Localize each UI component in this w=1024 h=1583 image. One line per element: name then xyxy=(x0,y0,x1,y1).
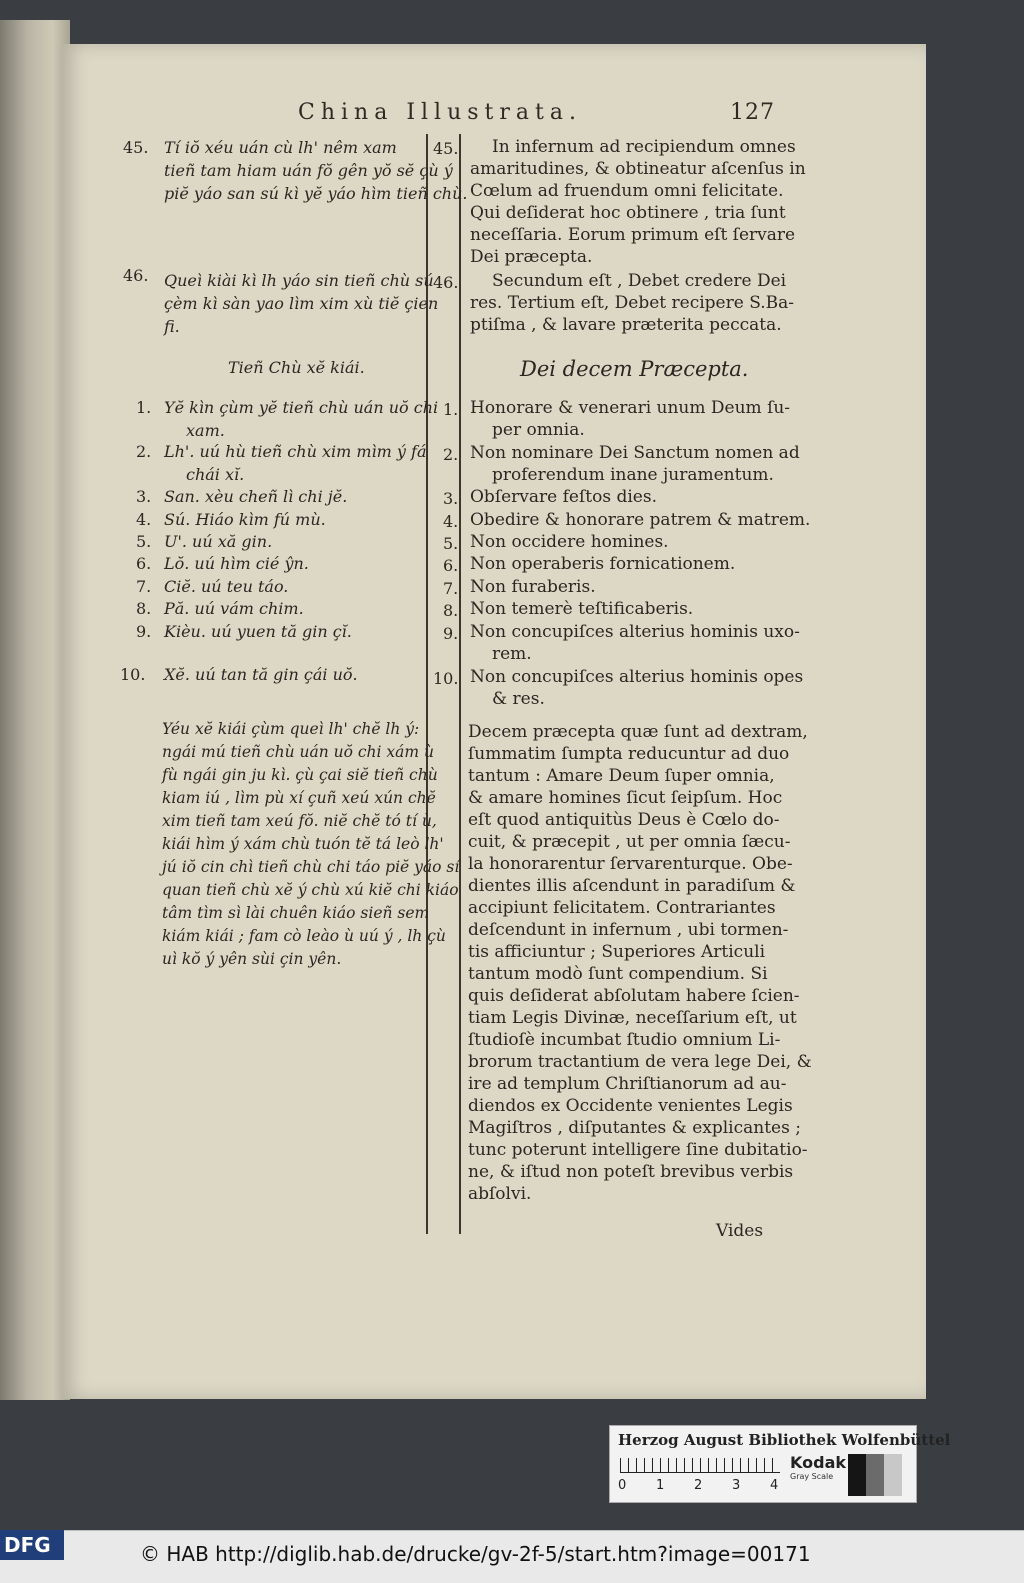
text-line: ngái mú tieñ chù uán uŏ chi xám ù xyxy=(162,743,434,761)
commandment-number: 8. xyxy=(136,599,152,618)
text-line: abſolvi. xyxy=(468,1184,532,1204)
text-line: Secundum eſt , Debet credere Dei xyxy=(492,271,787,291)
text-line: San. xèu cheñ lì chi jĕ. xyxy=(164,487,348,506)
text-line: tantum modò ſunt compendium. Si xyxy=(468,964,768,984)
scale-tick: 4 xyxy=(770,1478,779,1493)
catchword: Vides xyxy=(716,1221,764,1241)
running-header xyxy=(298,100,775,125)
text-line: Non operaberis fornicationem. xyxy=(470,554,736,574)
text-line: uì kŏ ý yên sùi çin yên. xyxy=(162,950,342,968)
commandment-number: 10. xyxy=(120,665,146,684)
text-line: & res. xyxy=(492,689,545,709)
commandment-text xyxy=(164,575,288,598)
text-line: Ciĕ. uú teu táo. xyxy=(164,577,289,596)
text-line: chái xĭ. xyxy=(186,465,245,484)
text-line: rem. xyxy=(492,644,532,664)
text-line: Lh'. uú hù tieñ chù xim mìm ý fá xyxy=(164,442,427,461)
text-line: la honorarentur ſervarenturque. Obe- xyxy=(468,854,793,874)
commandment-number: 4. xyxy=(443,512,459,531)
right-entry-text xyxy=(470,136,806,268)
commandment-number: 2. xyxy=(443,445,459,464)
text-line: cuit, & præcepit , ut per omnia ſæcu- xyxy=(468,832,791,852)
text-line: Pă. uú vám chim. xyxy=(164,599,304,618)
text-line: amaritudines, & obtineatur aſcenſus in xyxy=(470,159,806,179)
scale-tick: 3 xyxy=(732,1478,741,1493)
text-line: kiái hìm ý xám chù tuón tĕ tá leò lh' xyxy=(162,835,444,853)
right-subhead: Dei decem Præcepta. xyxy=(520,357,749,381)
commandment-number: 3. xyxy=(136,487,152,506)
commandment-number: 10. xyxy=(433,669,459,688)
text-line: kiam iú , lìm pù xí çuñ xeú xún chĕ xyxy=(162,789,436,807)
page-number: 127 xyxy=(730,100,775,125)
text-line: Yĕ kìn çùm yĕ tieñ chù uán uŏ chi xyxy=(164,398,439,417)
text-line: proferendum inane juramentum. xyxy=(492,465,774,485)
text-line: fù ngái gin ju kì. çù çai siĕ tieñ chù xyxy=(162,766,438,784)
text-line: brorum tractantium de vera lege Dei, & xyxy=(468,1052,812,1072)
commandment-number: 5. xyxy=(136,532,152,551)
commandment-number: 1. xyxy=(136,398,152,417)
commandment-text xyxy=(164,620,352,643)
commandment-text xyxy=(164,597,304,620)
text-line: quis deſiderat abſolutam habere ſcien- xyxy=(468,986,800,1006)
text-line: xam. xyxy=(186,421,225,440)
copyright-caption: © HAB http://diglib.hab.de/drucke/gv-2f-5/start.htm?image=00171 xyxy=(140,1542,811,1566)
text-line: Non temerè teſtificaberis. xyxy=(470,599,694,619)
text-line: ptiſma , & lavare præterita peccata. xyxy=(470,315,782,335)
commandment-text xyxy=(470,397,790,441)
commandment-number: 6. xyxy=(443,556,459,575)
text-line: Magiſtros , diſputantes & explicantes ; xyxy=(468,1118,801,1138)
color-reference-card xyxy=(609,1425,951,1503)
text-line: tiam Legis Divinæ, neceſſarium eſt, ut xyxy=(468,1008,797,1028)
book-spine xyxy=(0,20,70,1400)
scale-tick: 2 xyxy=(694,1478,703,1493)
commandment-text xyxy=(470,553,735,575)
text-line: Dei præcepta. xyxy=(470,247,593,267)
column-rule-right xyxy=(459,134,461,1234)
left-entry-text xyxy=(164,136,467,205)
text-line: res. Tertium eſt, Debet recipere S.Ba- xyxy=(470,293,795,313)
commandment-text xyxy=(470,486,657,508)
text-line: tâm tìm sì lài chuên kiáo sieñ sem xyxy=(162,904,430,922)
commandment-number: 7. xyxy=(443,579,459,598)
text-line: eſt quod antiquitùs Deus è Cœlo do- xyxy=(468,810,780,830)
text-line: ire ad templum Chriſtianorum ad au- xyxy=(468,1074,787,1094)
text-line: Honorare & venerari unum Deum ſu- xyxy=(470,398,791,418)
commandment-text xyxy=(470,666,803,710)
commandment-text xyxy=(164,663,358,686)
text-line: Non concupiſces alterius hominis opes xyxy=(470,667,804,687)
text-line: Non furaberis. xyxy=(470,577,596,597)
text-line: tis afficiuntur ; Superiores Articuli xyxy=(468,942,766,962)
commandment-text xyxy=(164,396,438,442)
commandment-text xyxy=(470,576,596,598)
gray-patch-light xyxy=(884,1454,902,1496)
text-line: quan tieñ chù xĕ ý chù xú kiĕ chi kiáo xyxy=(162,881,459,899)
commandment-number: 7. xyxy=(136,577,152,596)
text-line: U'. uú xă gin. xyxy=(164,532,273,551)
text-line: fi. xyxy=(164,317,180,336)
text-line: xim tieñ tam xeú fŏ. niĕ chĕ tó tí ù, xyxy=(162,812,437,830)
commandment-text xyxy=(470,531,669,553)
commandment-text xyxy=(470,442,800,486)
left-paragraph xyxy=(162,718,459,971)
gray-patch-dark xyxy=(866,1454,884,1496)
left-subhead: Tieñ Chù xĕ kiái. xyxy=(228,358,365,377)
text-line: & amare homines ſicut ſeipſum. Hoc xyxy=(468,788,783,808)
right-entry-number: 46. xyxy=(433,273,459,292)
right-paragraph xyxy=(468,721,812,1205)
kodak-label: Kodak xyxy=(790,1453,846,1472)
text-line: piĕ yáo san sú kì yĕ yáo hìm tieñ chù. xyxy=(164,184,468,203)
text-line: ſtudioſè incumbat ſtudio omnium Li- xyxy=(468,1030,781,1050)
text-line: Cœlum ad fruendum omni felicitate. xyxy=(470,181,784,201)
commandment-number: 3. xyxy=(443,489,459,508)
text-line: Decem præcepta quæ ſunt ad dextram, xyxy=(468,722,808,742)
commandment-text xyxy=(470,509,810,531)
commandment-number: 2. xyxy=(136,442,152,461)
text-line: deſcendunt in infernum , ubi tormen- xyxy=(468,920,789,940)
commandment-text xyxy=(164,530,272,553)
text-line: Qui deſiderat hoc obtinere , tria ſunt xyxy=(470,203,786,223)
text-line: diendos ex Occidente venientes Legis xyxy=(468,1096,793,1116)
text-line: kiám kiái ; fam cò leào ù uú ý , lh çù xyxy=(162,927,446,945)
gray-scale-label: Gray Scale xyxy=(790,1472,834,1481)
commandment-number: 6. xyxy=(136,554,152,573)
text-line: accipiunt felicitatem. Contrariantes xyxy=(468,898,776,918)
library-name: Herzog August Bibliothek Wolfenbüttel xyxy=(618,1431,951,1449)
text-line: Xĕ. uú tan tă gin çái uŏ. xyxy=(164,665,358,684)
right-entry-text xyxy=(470,270,794,336)
commandment-text xyxy=(164,508,326,531)
commandment-number: 8. xyxy=(443,601,459,620)
text-line: Lŏ. uú hìm cié ŷn. xyxy=(164,554,309,573)
commandment-text xyxy=(164,440,426,486)
commandment-number: 4. xyxy=(136,510,152,529)
text-line: Sú. Hiáo kìm fú mù. xyxy=(164,510,326,529)
text-line: neceſſaria. Eorum primum eſt ſervare xyxy=(470,225,796,245)
text-line: jú iŏ cin chì tieñ chù chi táo piĕ yáo sí xyxy=(162,858,460,876)
text-line: Tí iŏ xéu uán cù lh' nêm xam xyxy=(164,138,397,157)
commandment-number: 5. xyxy=(443,534,459,553)
text-line: Non concupiſces alterius hominis uxo- xyxy=(470,622,800,642)
text-line: Non nominare Dei Sanctum nomen ad xyxy=(470,443,800,463)
right-entry-number: 45. xyxy=(433,139,459,158)
header-title: China Illustrata. xyxy=(298,100,582,125)
text-line: ne, & iſtud non poteſt brevibus verbis xyxy=(468,1162,794,1182)
left-entry-number: 46. xyxy=(123,266,149,285)
text-line: tantum : Amare Deum ſuper omnia, xyxy=(468,766,775,786)
text-line: Yéu xĕ kiái çùm queì lh' chĕ lh ý: xyxy=(162,720,420,738)
dfg-logo: DFG xyxy=(0,1530,64,1560)
text-line: Obedire & honorare patrem & matrem. xyxy=(470,510,811,530)
text-line: per omnia. xyxy=(492,420,585,440)
scale-tick: 0 xyxy=(618,1478,627,1493)
text-line: tieñ tam hiam uán fŏ gên yŏ sĕ çù ý xyxy=(164,161,453,180)
scale-ruler xyxy=(620,1458,780,1473)
commandment-text xyxy=(164,485,347,508)
text-line: çèm kì sàn yao lìm xim xù tiĕ çien xyxy=(164,294,439,313)
scale-tick: 1 xyxy=(656,1478,665,1493)
text-line: dientes illis aſcendunt in paradiſum & xyxy=(468,876,796,896)
commandment-text xyxy=(470,598,693,620)
text-line: Queì kiài kì lh yáo sin tieñ chù sú xyxy=(164,271,434,290)
gray-patch-black xyxy=(848,1454,866,1496)
text-line: tunc poterunt intelligere ſine dubitatio- xyxy=(468,1140,808,1160)
commandment-text xyxy=(164,552,309,575)
text-line: ſummatim ſumpta reducuntur ad duo xyxy=(468,744,790,764)
commandment-text xyxy=(470,621,800,665)
commandment-number: 1. xyxy=(443,400,459,419)
text-line: Non occidere homines. xyxy=(470,532,669,552)
text-line: In infernum ad recipiendum omnes xyxy=(492,137,796,157)
left-entry-number: 45. xyxy=(123,138,149,157)
text-line: Kièu. uú yuen tă gin çĭ. xyxy=(164,622,352,641)
commandment-number: 9. xyxy=(136,622,152,641)
commandment-number: 9. xyxy=(443,624,459,643)
text-line: Obſervare feſtos dies. xyxy=(470,487,657,507)
left-entry-text xyxy=(164,269,438,338)
